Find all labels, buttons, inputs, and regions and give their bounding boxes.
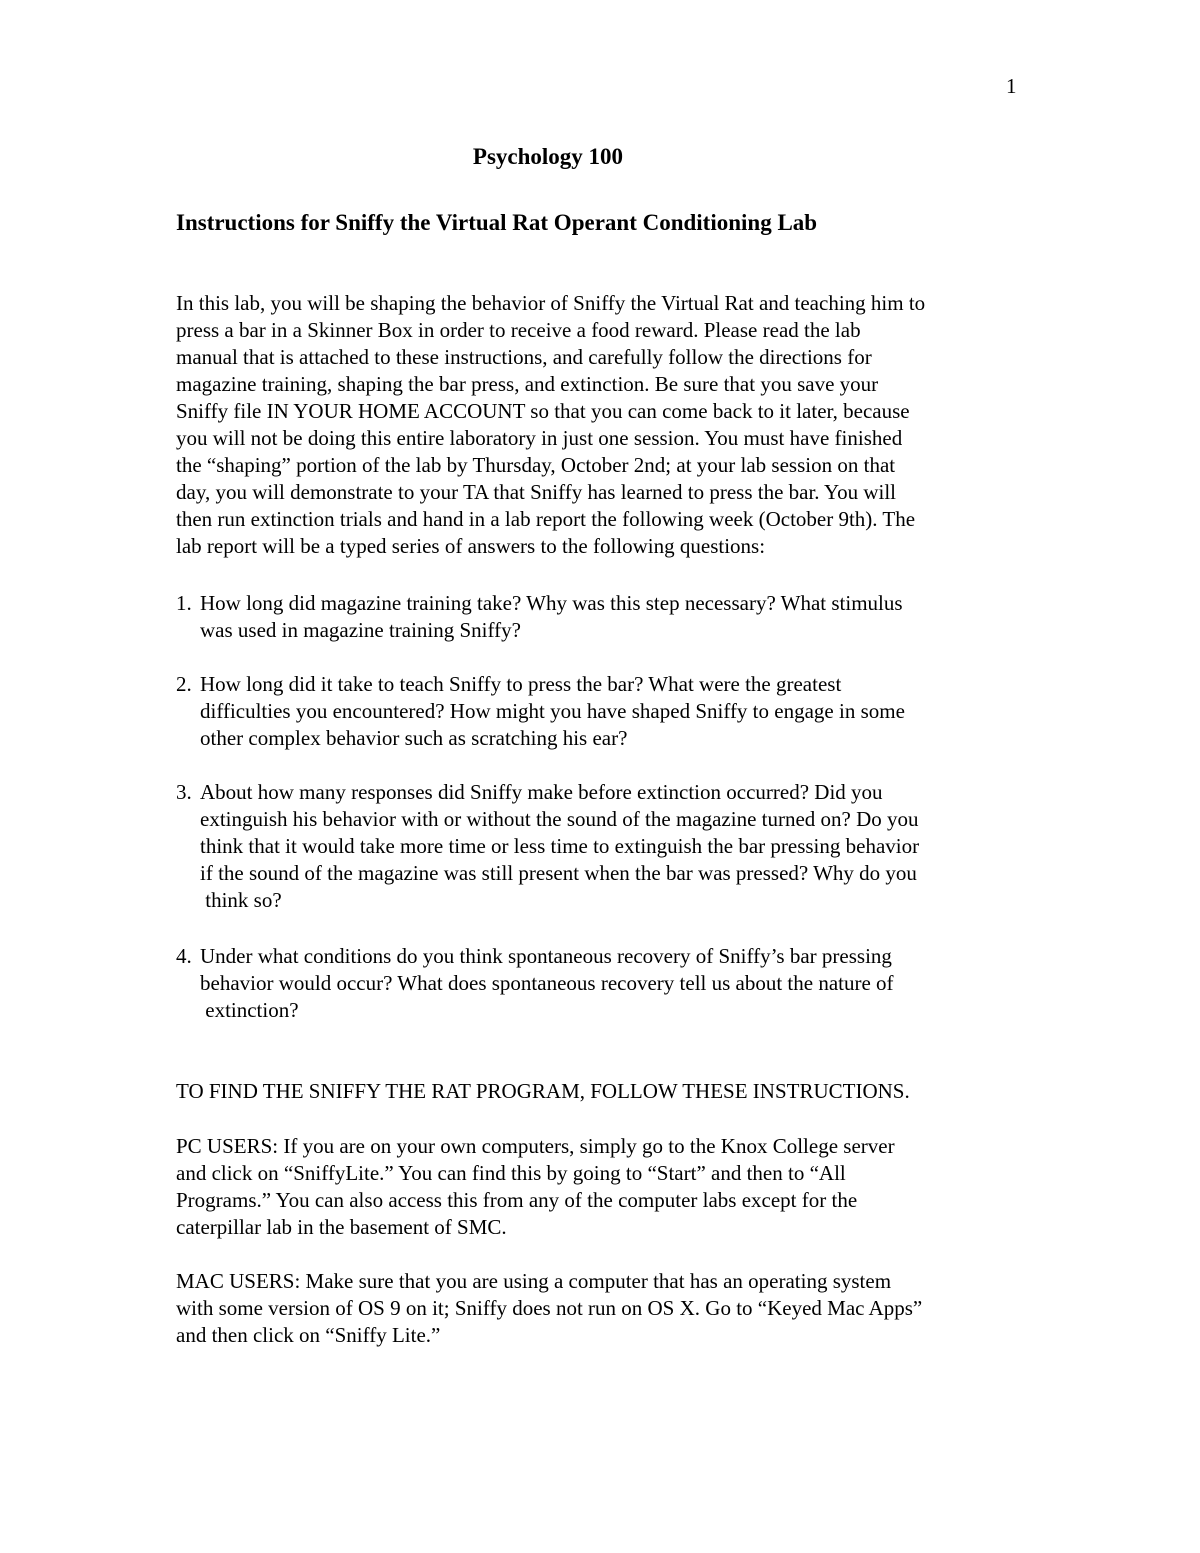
intro-line: press a bar in a Skinner Box in order to receive a food reward. Please read the lab (176, 318, 861, 342)
pc-line: PC USERS: If you are on your own computers, simply go to the Knox College server (176, 1134, 895, 1158)
question-line: other complex behavior such as scratching his ear? (200, 726, 628, 750)
question-line: was used in magazine training Sniffy? (200, 618, 521, 642)
question-3 (176, 779, 1036, 914)
mac-line: with some version of OS 9 on it; Sniffy does not run on OS X. Go to “Keyed Mac Apps” (176, 1296, 923, 1320)
intro-line: then run extinction trials and hand in a lab report the following week (October 9th). The (176, 507, 916, 531)
intro-line: lab report will be a typed series of answers to the following questions: (176, 534, 766, 558)
intro-line: In this lab, you will be shaping the behavior of Sniffy the Virtual Rat and teaching him to (176, 291, 926, 315)
intro-line: the “shaping” portion of the lab by Thursday, October 2nd; at your lab session on that (176, 453, 896, 477)
intro-paragraph (176, 290, 1036, 560)
question-line: extinguish his behavior with or without the sound of the magazine turned on? Do you (200, 807, 919, 831)
intro-line: Sniffy file IN YOUR HOME ACCOUNT so that you can come back to it later, because (176, 399, 910, 423)
question-1 (176, 590, 1036, 644)
pc-line: and click on “SniffyLite.” You can find this by going to “Start” and then to “All (176, 1161, 846, 1185)
pc-line: Programs.” You can also access this from any of the computer labs except for the (176, 1188, 858, 1212)
document-subtitle: Instructions for Sniffy the Virtual Rat Operant Conditioning Lab (176, 210, 818, 235)
intro-line: magazine training, shaping the bar press, and extinction. Be sure that you save your (176, 372, 879, 396)
question-line: think that it would take more time or less time to extinguish the bar pressing behavior (200, 834, 920, 858)
question-line: How long did it take to teach Sniffy to press the bar? What were the greatest (200, 672, 842, 696)
intro-line: day, you will demonstrate to your TA that Sniffy has learned to press the bar. You will (176, 480, 897, 504)
question-2 (176, 671, 1036, 752)
pc-line: caterpillar lab in the basement of SMC. (176, 1215, 507, 1239)
question-line: Under what conditions do you think spontaneous recovery of Sniffy’s bar pressing (200, 944, 892, 968)
find-heading: TO FIND THE SNIFFY THE RAT PROGRAM, FOLLOW THESE INSTRUCTIONS. (176, 1079, 910, 1103)
question-line: difficulties you encountered? How might you have shaped Sniffy to engage in some (200, 699, 905, 723)
question-number: 1. (176, 591, 192, 615)
question-4 (176, 943, 1036, 1024)
question-number: 4. (176, 944, 192, 968)
question-line: About how many responses did Sniffy make before extinction occurred? Did you (200, 780, 883, 804)
question-line: How long did magazine training take? Why was this step necessary? What stimulus (200, 591, 903, 615)
question-line: extinction? (200, 998, 299, 1022)
mac-users-paragraph (176, 1268, 1036, 1349)
page-number: 1 (1006, 74, 1017, 98)
intro-line: manual that is attached to these instructions, and carefully follow the directions for (176, 345, 872, 369)
mac-line: and then click on “Sniffy Lite.” (176, 1323, 441, 1347)
intro-line: you will not be doing this entire laboratory in just one session. You must have finished (176, 426, 903, 450)
question-number: 3. (176, 780, 192, 804)
question-line: think so? (200, 888, 282, 912)
mac-line: MAC USERS: Make sure that you are using a computer that has an operating system (176, 1269, 892, 1293)
question-line: behavior would occur? What does spontaneous recovery tell us about the nature of (200, 971, 894, 995)
pc-users-paragraph (176, 1133, 1036, 1241)
question-line: if the sound of the magazine was still present when the bar was pressed? Why do you (200, 861, 917, 885)
question-number: 2. (176, 672, 192, 696)
document-title: Psychology 100 (472, 144, 624, 169)
